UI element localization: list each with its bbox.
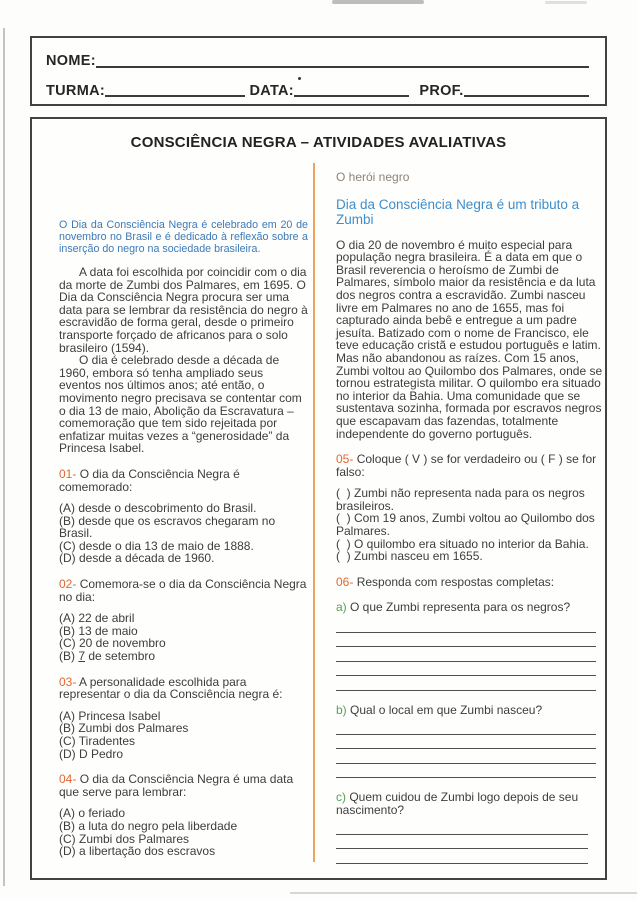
intro-paragraph: O Dia da Consciência Negra é celebrado em 20 de novembro no Brasil e é dedicado à reflexão sobre a inserção do negro na sociedade brasileira. <box>59 219 308 255</box>
option-c: (C) Tiradentes <box>59 734 136 748</box>
question-text: A personalidade escolhida para representar o dia da Consciência negra é: <box>59 674 283 702</box>
question-text: Responda com respostas completas: <box>356 574 555 589</box>
prof-label: PROF. <box>419 82 464 99</box>
answer-blank-line <box>336 633 596 648</box>
question-02 <box>59 578 308 663</box>
body-paragraph-1: A data foi escolhida por coincidir com o dia da morte de Zumbi dos Palmares, em 1695. O Dia da Consciência Negra procura ser uma data para se lembrar da resistência do negro à escravidão de forma geral, desde o primeiro transporte forçado de africanos para o solo brasileiro (1594). <box>59 265 308 355</box>
article-kicker: O herói negro <box>336 170 410 184</box>
true-false-item: ( ) Zumbi nasceu em 1655. <box>336 549 483 564</box>
question-heading <box>59 468 308 493</box>
option-a: (A) o feriado <box>59 806 126 821</box>
paper-edge-artifact <box>3 28 5 886</box>
answer-blank-line <box>336 749 596 764</box>
answer-blank-line <box>336 676 596 691</box>
prof-blank-line <box>464 93 589 97</box>
ink-dot-artifact <box>298 77 301 80</box>
answer-blank-line <box>336 618 596 633</box>
option-a: (A) Princesa Isabel <box>59 708 161 723</box>
question-06 <box>336 576 604 589</box>
true-false-item: ( ) O quilombo era situado no interior da Bahia. <box>336 536 589 551</box>
options-list <box>59 612 308 662</box>
body-paragraph-2: O dia é celebrado desde a década de 1960, embora só tenha ampliado seus eventos nos últimos anos; até então, o movimento negro precisava se contentar com o dia 13 de maio, Abolição da Escravatura – comemoração que tem sido rejeitada por enfatizar muitas vezes a “generosidade” da Princesa Isabel. <box>59 353 302 456</box>
question-number: 02- <box>59 577 77 592</box>
scan-smudge-artifact <box>332 0 424 4</box>
answer-blank-line <box>336 662 596 677</box>
student-header-box <box>30 36 607 106</box>
question-number: 03- <box>59 674 77 689</box>
subquestion-b <box>336 704 604 779</box>
nome-label: NOME: <box>46 53 96 69</box>
question-heading <box>59 676 308 701</box>
option-b: (B) 13 de maio <box>59 623 138 638</box>
answer-blank-line <box>336 849 588 864</box>
question-01 <box>59 468 308 565</box>
article-body: O dia 20 de novembro é muito especial para população negra brasileira. É a data em que o Brasil reverencia o heroísmo de Zumbi de Palmares, símbolo maior da resistência e da luta dos negros contra a escravidão. Zumbi nasceu livre em Palmares no ano de 1655, mas foi capturado ainda bebê e entregue a um padre jesuíta. Batizado com o nome de Francisco, ele teve educação cristã e estudou português e latim. Mas não abandonou as raízes. Com 15 anos, Zumbi voltou ao Quilombo dos Palmares, onde se tornou estrategista militar. O quilombo era situado no interior da Bahia. Uma comunidade que se sustentava sozinha, formada por escravos negros que escapavam das fazendas, totalmente independente do governo português. <box>336 237 603 441</box>
underlined-seven: 7 <box>78 649 86 664</box>
subquestion-c <box>336 791 604 864</box>
question-number: 06- <box>336 574 354 589</box>
question-text: O dia da Consciência Negra é comemorado: <box>59 466 240 494</box>
subquestion-heading <box>336 601 604 614</box>
true-false-item: ( ) Zumbi não representa nada para os negros brasileiros. <box>336 486 589 513</box>
page-title: CONSCIÊNCIA NEGRA – ATIVIDADES AVALIATIVAS <box>130 134 507 151</box>
subquestion-text: O que Zumbi representa para os negros? <box>350 600 571 615</box>
question-heading <box>59 578 308 603</box>
name-row <box>32 54 605 69</box>
option-c: (C) desde o dia 13 de maio de 1888. <box>59 538 254 553</box>
article-headline: Dia da Consciência Negra é um tributo a Zumbi <box>336 196 580 227</box>
subquestion-text: Quem cuidou de Zumbi logo depois de seu nascimento? <box>336 790 579 817</box>
answer-blank-line <box>336 835 588 850</box>
question-number: 04- <box>59 772 77 787</box>
true-false-list <box>336 487 604 563</box>
option-a: (A) 22 de abril <box>59 611 135 626</box>
answer-lines <box>336 820 604 864</box>
option-d: (D) desde a década de 1960. <box>59 551 215 566</box>
question-heading <box>336 576 604 589</box>
question-text: Coloque ( V ) se for verdadeiro ou ( F ) se for falso: <box>336 452 597 479</box>
left-column <box>59 219 308 858</box>
subquestion-text: Qual o local em que Zumbi nasceu? <box>350 702 543 717</box>
options-list <box>59 807 308 857</box>
data-blank-line <box>294 93 409 97</box>
option-a: (A) desde o descobrimento do Brasil. <box>59 501 257 516</box>
subquestion-letter: c) <box>336 790 346 805</box>
option-c: (C) Zumbi dos Palmares <box>59 831 190 846</box>
worksheet-box <box>30 117 607 880</box>
answer-blank-line <box>336 764 596 779</box>
column-divider <box>313 163 315 862</box>
question-text: O dia da Consciência Negra é uma data que serve para lembrar: <box>59 772 294 799</box>
option-b: (B) Zumbi dos Palmares <box>59 721 189 736</box>
question-number: 01- <box>59 466 77 481</box>
subquestion-a <box>336 601 604 690</box>
option-b: (B) a luta do negro pela liberdade <box>59 818 238 833</box>
option-d: (D) a libertação dos escravos <box>59 844 216 859</box>
scan-smudge-artifact <box>290 892 637 894</box>
options-list <box>59 710 308 760</box>
subquestion-letter: a) <box>336 600 347 615</box>
scan-smudge-artifact <box>545 1 587 4</box>
option-d: (D) D Pedro <box>59 746 124 761</box>
options-list <box>59 502 308 565</box>
question-text: Comemora-se o dia da Consciência Negra no dia: <box>59 577 307 604</box>
data-label: DATA: <box>249 82 294 99</box>
option-b: (B) desde que os escravos chegaram no Brasil. <box>59 513 276 541</box>
answer-lines <box>336 618 604 691</box>
question-heading <box>336 453 604 478</box>
question-05 <box>336 453 604 563</box>
subquestion-letter: b) <box>336 702 347 717</box>
option-c: (C) 20 de novembro <box>59 636 166 651</box>
question-heading <box>59 773 308 798</box>
nome-blank-line <box>96 64 589 68</box>
right-column <box>336 171 604 864</box>
subquestion-heading <box>336 704 604 717</box>
true-false-item: ( ) Com 19 anos, Zumbi voltou ao Quilombo dos Palmares. <box>336 511 599 539</box>
question-04 <box>59 773 308 858</box>
answer-lines <box>336 720 604 778</box>
answer-blank-line <box>336 647 596 662</box>
turma-label: TURMA: <box>46 82 105 99</box>
option-b2: (B) 7 de setembro <box>59 649 156 664</box>
answer-blank-line <box>336 720 596 735</box>
question-number: 05- <box>336 452 354 467</box>
subquestion-heading <box>336 791 604 816</box>
answer-blank-line <box>336 735 596 750</box>
question-03 <box>59 676 308 761</box>
turma-blank-line <box>105 93 246 97</box>
class-date-prof-row <box>32 84 605 99</box>
answer-blank-line <box>336 820 588 835</box>
